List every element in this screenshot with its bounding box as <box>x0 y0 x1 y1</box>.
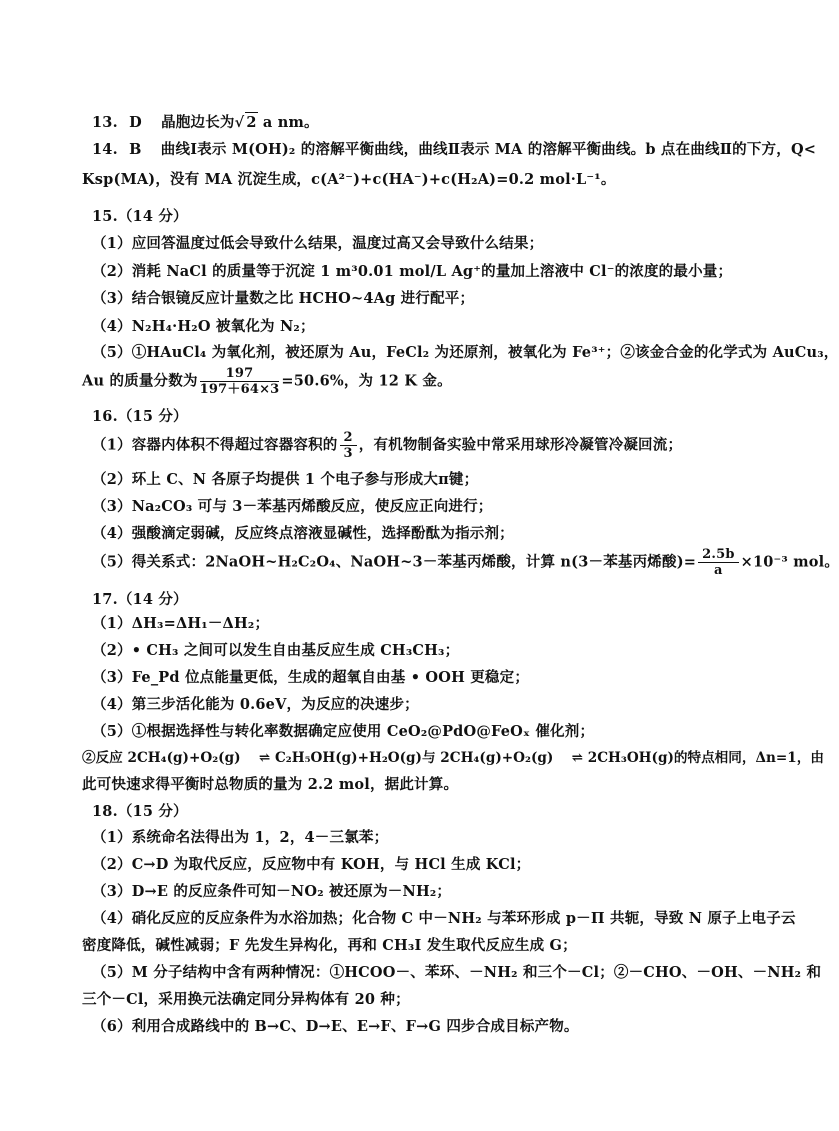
q15-fraction-numerator: 197 <box>200 366 280 382</box>
q16-fraction-2-numerator: 2.5b <box>698 547 739 563</box>
q13-answer: D <box>129 114 142 131</box>
q16-fraction-numerator: 2 <box>340 430 357 446</box>
q16-fraction-denominator: 3 <box>343 446 353 461</box>
q16-item-4: （4）强酸滴定弱碱，反应终点溶液显碱性，选择酚酞为指示剂； <box>92 525 514 542</box>
q14-line-2: Ksp(MA)，没有 MA 沉淀生成，c(A²⁻)+c(HA⁻)+c(H₂A)=0.2 mol·L⁻¹。 <box>82 171 616 188</box>
q17-title: 17.（14 分） <box>92 591 188 608</box>
q18-item-5-cont: 三个－Cl，采用换元法确定同分异构体有 20 种； <box>82 991 410 1008</box>
q16-item-5-a: （5）得关系式：2NaOH~H₂C₂O₄、NaOH~3－苯基丙烯酸，计算 n(3－苯基丙烯酸)= <box>92 553 697 571</box>
q17-item-5-cont: ②反应 2CH₄(g)+O₂(g) ⇌ C₂H₅OH(g)+H₂O(g)与 2CH₄(g)+O₂(g) ⇌ 2CH₃OH(g)的特点相同，Δn=1，由 <box>82 750 824 766</box>
q17-item-5: （5）①根据选择性与转化率数据确定应使用 CeO₂@PdO@FeOₓ 催化剂； <box>92 723 595 740</box>
q16-item-3: （3）Na₂CO₃ 可与 3－苯基丙烯酸反应，使反应正向进行； <box>92 498 493 515</box>
q16-fraction-2 <box>698 547 739 578</box>
q15-item-5-cont <box>82 366 740 398</box>
q15-mass-fraction-result: =50.6%，为 12 K 金。 <box>281 372 452 390</box>
q18-item-5: （5）M 分子结构中含有两种情况：①HCOO－、苯环、－NH₂ 和三个－Cl；②－CHO、－OH、－NH₂ 和 <box>92 964 822 981</box>
q18-item-4: （4）硝化反应的反应条件为水浴加热；化合物 C 中－NH₂ 与苯环形成 p－Π 共轭，导致 N 原子上电子云 <box>92 910 796 927</box>
q15-item-1: （1）应回答温度过低会导致什么结果，温度过高又会导致什么结果； <box>92 235 544 252</box>
q18-item-1: （1）系统命名法得出为 1，2，4－三氯苯； <box>92 829 389 846</box>
q18-item-2: （2）C→D 为取代反应，反应物中有 KOH，与 HCl 生成 KCl； <box>92 856 531 873</box>
q17-item-2: （2）• CH₃ 之间可以发生自由基反应生成 CH₃CH₃； <box>92 642 460 659</box>
q16-title: 16.（15 分） <box>92 408 188 425</box>
q15-fraction-denominator: 197＋64×3 <box>199 382 280 397</box>
q13-text-a: 晶胞边长为 <box>161 114 235 131</box>
q14-number: 14. <box>92 141 118 158</box>
q18-item-4-cont: 密度降低，碱性减弱；F 先发生异构化，再和 CH₃I 发生取代反应生成 G； <box>82 937 577 954</box>
q15-mass-fraction-label: Au 的质量分数为 <box>82 372 198 390</box>
q16-item-5 <box>92 547 839 581</box>
q15-item-4: （4）N₂H₄·H₂O 被氧化为 N₂； <box>92 318 315 335</box>
q13-text-b: a nm。 <box>262 114 319 131</box>
q14-answer: B <box>129 141 142 158</box>
q13-line <box>92 112 740 133</box>
q16-item-1-b: ，有机物制备实验中常采用球形冷凝管冷凝回流； <box>358 436 683 454</box>
q15-item-3: （3）结合银镜反应计量数之比 HCHO~4Ag 进行配平； <box>92 290 475 307</box>
q16-fraction-2-denominator: a <box>714 563 723 578</box>
q14-line-1 <box>92 140 817 160</box>
q13-sqrt-value: 2 <box>246 114 257 131</box>
q13-number: 13. <box>92 114 118 131</box>
sqrt-symbol: √ <box>234 114 245 131</box>
q17-item-1: （1）ΔH₃=ΔH₁－ΔH₂； <box>92 615 270 632</box>
q18-item-6: （6）利用合成路线中的 B→C、D→E、E→F、F→G 四步合成目标产物。 <box>92 1018 579 1035</box>
q16-item-1-a: （1）容器内体积不得超过容器容积的 <box>92 436 338 454</box>
q15-item-2: （2）消耗 NaCl 的质量等于沉淀 1 m³0.01 mol/L Ag⁺的量加上溶液中 Cl⁻的浓度的最小量； <box>92 263 733 280</box>
q15-fraction <box>200 366 280 397</box>
q17-item-3: （3）Fe_Pd 位点能量更低，生成的超氧自由基 • OOH 更稳定； <box>92 669 530 686</box>
q16-fraction <box>340 430 357 461</box>
q16-item-2: （2）环上 C、N 各原子均提供 1 个电子参与形成大π键； <box>92 471 479 488</box>
q17-item-4: （4）第三步活化能为 0.6eV，为反应的决速步； <box>92 696 419 713</box>
q16-item-1 <box>92 430 740 464</box>
q18-item-3: （3）D→E 的反应条件可知－NO₂ 被还原为－NH₂； <box>92 883 452 900</box>
q14-text-1: 曲线Ⅰ表示 M(OH)₂ 的溶解平衡曲线，曲线Ⅱ表示 MA 的溶解平衡曲线。b 点在曲线Ⅱ的下方，Q< <box>160 141 817 158</box>
q15-item-5: （5）①HAuCl₄ 为氧化剂，被还原为 Au，FeCl₂ 为还原剂，被氧化为 Fe³⁺；②该金合金的化学式为 AuCu₃， <box>92 344 839 361</box>
q15-title: 15.（14 分） <box>92 208 188 225</box>
q17-item-5-cont-2: 此可快速求得平衡时总物质的量为 2.2 mol，据此计算。 <box>82 776 459 793</box>
q18-title: 18.（15 分） <box>92 803 188 820</box>
q16-item-5-b: ×10⁻³ mol。 <box>740 553 839 571</box>
